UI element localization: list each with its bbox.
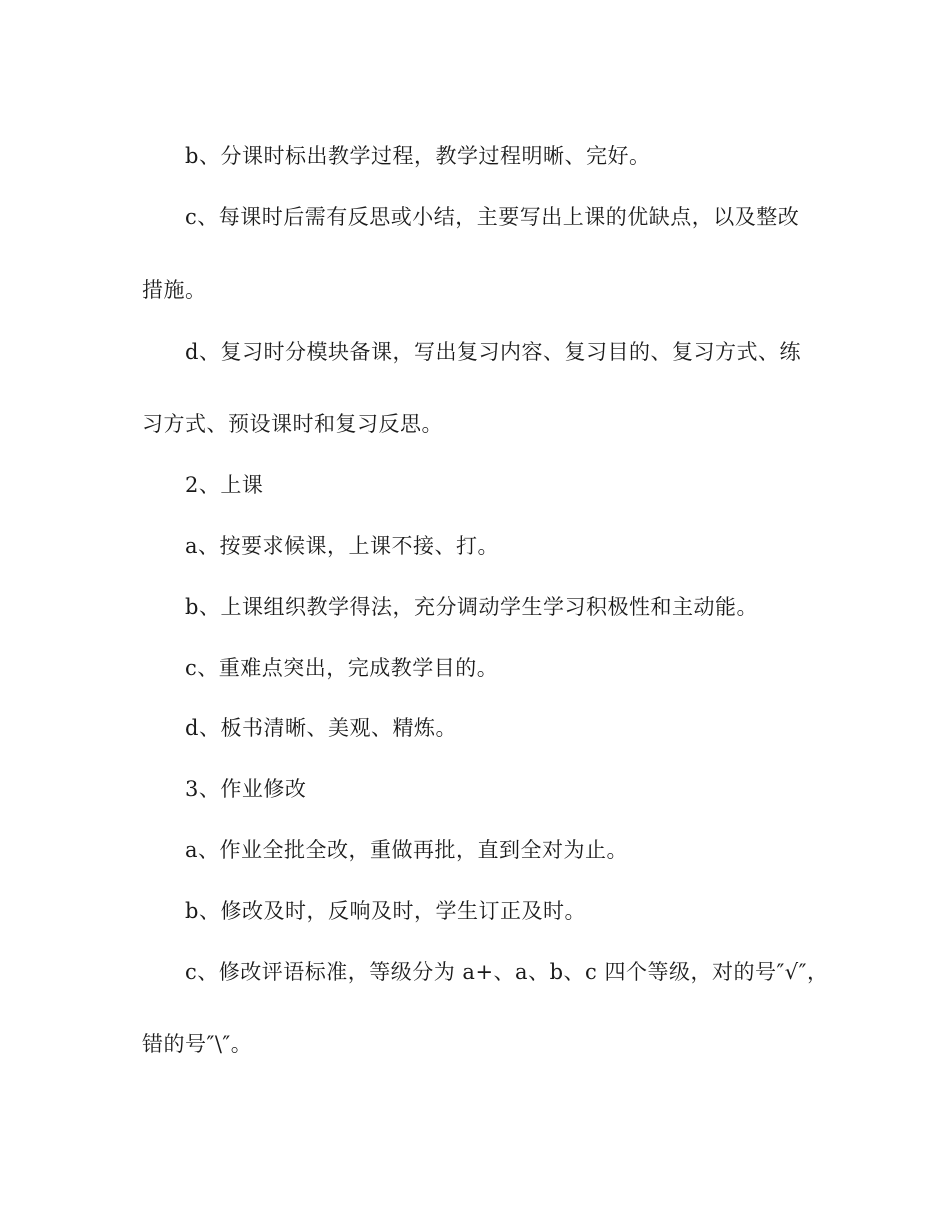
paragraph-c-grading: c、修改评语标准，等级分为 a+、a、b、c 四个等级，对的号″√″， (185, 960, 829, 984)
paragraph-c-reflection-continued: 措施。 (142, 278, 207, 302)
paragraph-d-review: d、复习时分模块备课，写出复习内容、复习目的、复习方式、练 (185, 340, 801, 364)
paragraph-c-key-points: c、重难点突出，完成教学目的。 (185, 656, 499, 680)
paragraph-b-timely: b、修改及时，反响及时，学生订正及时。 (185, 899, 586, 923)
paragraph-d-blackboard: d、板书清晰、美观、精炼。 (185, 716, 457, 740)
paragraph-c-grading-continued: 错的号″\″。 (142, 1032, 253, 1056)
paragraph-b-organization: b、上课组织教学得法，充分调动学生学习积极性和主动能。 (185, 595, 758, 619)
paragraph-c-reflection: c、每课时后需有反思或小结，主要写出上课的优缺点，以及整改 (185, 205, 800, 229)
paragraph-a-waiting: a、按要求候课，上课不接、打。 (185, 534, 500, 558)
section-heading-class: 2、上课 (185, 473, 264, 497)
paragraph-d-review-continued: 习方式、预设课时和复习反思。 (142, 412, 443, 436)
section-heading-homework: 3、作业修改 (185, 777, 307, 801)
paragraph-b-lesson-process: b、分课时标出教学过程，教学过程明晰、完好。 (185, 144, 651, 168)
paragraph-a-full-marking: a、作业全批全改，重做再批，直到全对为止。 (185, 838, 629, 862)
